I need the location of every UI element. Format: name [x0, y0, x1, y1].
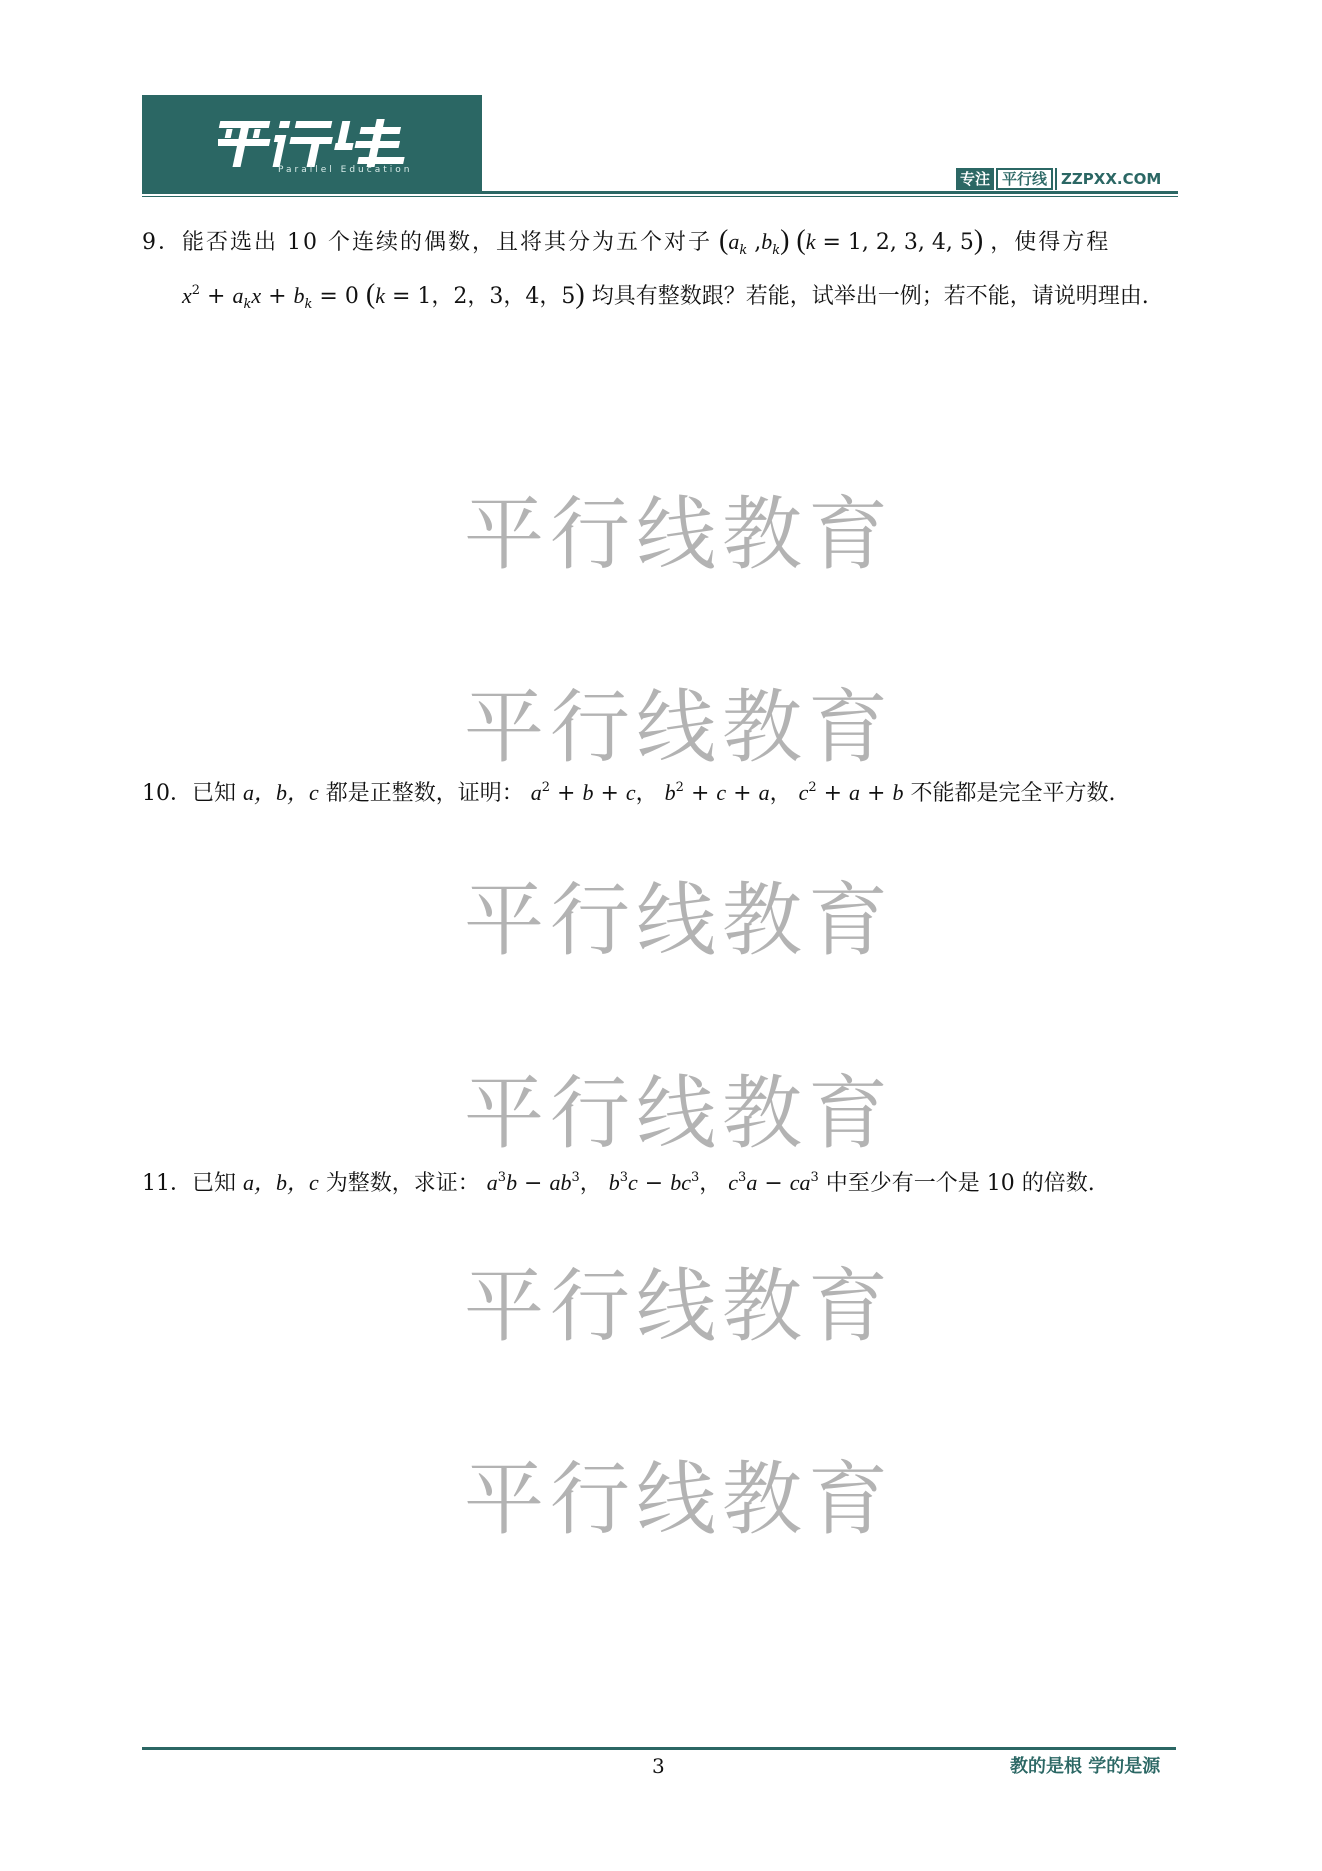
q9-text-2: ，使得方程 [990, 230, 1111, 255]
q10-vars: a，b，c [243, 780, 319, 805]
q9-text-1: 9．能否选出 10 个连续的偶数，且将其分为五个对子 [142, 230, 712, 255]
watermark: 平行线教育 [464, 1067, 894, 1160]
watermark: 平行线教育 [464, 1260, 894, 1353]
question-11: 11．已知 a，b，c 为整数，求证： $a^3b - ab^3$， $b^3c - bc^3$， $c^3a - ca^3$ 中至少有一个是 10 的倍数. [142, 1170, 1095, 1196]
q9-pair: ($a_k$ $,b_k$) [718, 225, 790, 258]
q9-equation: $x^2 + a_kx + b_k = 0$ [182, 283, 359, 312]
logo-subtitle: Parallel Education [278, 165, 413, 175]
q11-prefix: 11．已知 [142, 1171, 236, 1196]
q10-expr-2: $b^2 + c + a$ [664, 780, 770, 806]
q11-suffix: 中至少有一个是 10 的倍数. [825, 1171, 1095, 1196]
question-9-line-1 [142, 226, 1110, 258]
q10-suffix: 不能都是完全平方数. [910, 781, 1116, 806]
question-10: 10．已知 a，b，c 都是正整数，证明： $a^2 + b + c$， $b^2 + c + a$， $c^2 + a + b$ 不能都是完全平方数. [142, 780, 1116, 806]
q11-vars: a，b，c [243, 1170, 319, 1195]
q11-expr-1: $a^3b - ab^3$ [486, 1170, 580, 1196]
header-rule [142, 191, 1178, 194]
q11-expr-2: $b^3c - bc^3$ [608, 1170, 700, 1196]
q10-expr-1: $a^2 + b + c$ [530, 780, 636, 806]
q11-expr-3: $c^3a - ca^3$ [728, 1170, 819, 1196]
q10-mid: 都是正整数，证明： [325, 781, 524, 806]
q10-prefix: 10．已知 [142, 781, 236, 806]
q11-mid: 为整数，求证： [325, 1171, 480, 1196]
footer-motto: 教的是根 学的是源 [1010, 1756, 1161, 1777]
q9-text-3: 均具有整数跟？若能，试举出一例；若不能，请说明理由. [591, 284, 1149, 309]
header-logo-banner [142, 95, 482, 191]
q9-range-2: (k = 1，2，3，4，5) [365, 279, 585, 310]
header-rule-thin [142, 196, 1178, 197]
q9-range: (k = 1, 2, 3, 4, 5) [796, 225, 984, 256]
watermark: 平行线教育 [464, 874, 894, 967]
brand-logo-icon [218, 113, 418, 173]
footer-rule [142, 1747, 1176, 1750]
watermark: 平行线教育 [464, 681, 894, 774]
brand-tag-name: 平行线 [996, 168, 1053, 190]
page-number: 3 [652, 1754, 665, 1778]
brand-tag-site: ZZPXX.COM [1055, 168, 1165, 190]
question-9-line-2 [182, 280, 1149, 312]
brand-tag [956, 168, 1165, 190]
watermark: 平行线教育 [464, 1453, 894, 1546]
brand-tag-focus: 专注 [956, 168, 994, 190]
q10-expr-3: $c^2 + a + b$ [798, 780, 904, 806]
watermark: 平行线教育 [464, 488, 894, 581]
